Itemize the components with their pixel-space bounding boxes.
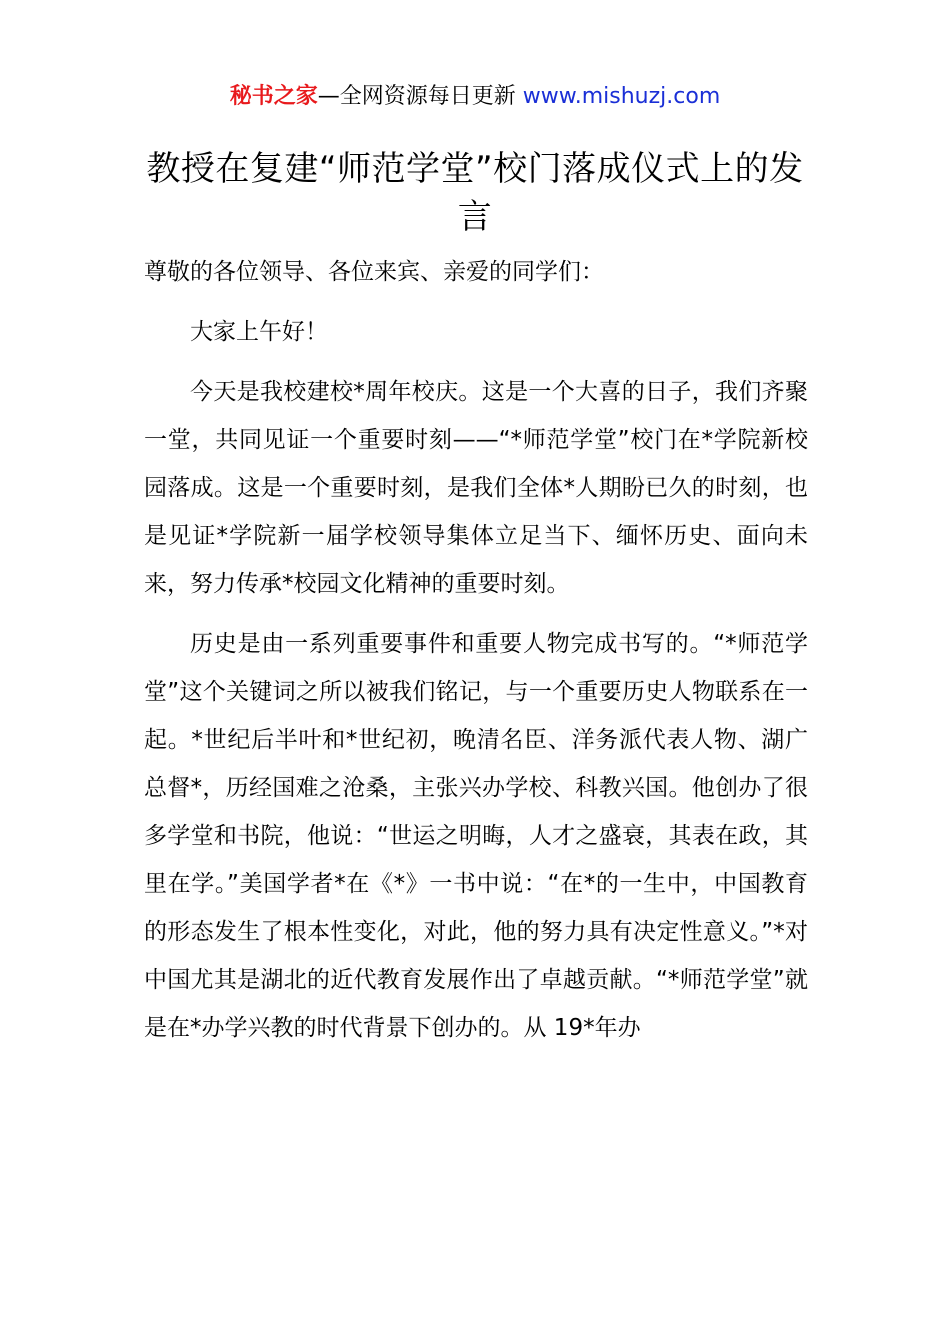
paragraph: 历史是由一系列重要事件和重要人物完成书写的。“*师范学堂”这个关键词之所以被我们铭记，与一个重要历史人物联系在一起。*世纪后半叶和*世纪初，晚清名臣、洋务派代表人物、湖广总督*，历经国难之沧桑，主张兴办学校、科教兴国。他创办了很多学堂和书院，他说：“世运之明晦，人才之盛衰，其表在政，其里在学。”美国学者*在《*》一书中说：“在*的一生中，中国教育的形态发生了根本性变化，对此，他的努力具有决定性意义。”*对中国尤其是湖北的近代教育发展作出了卓越贡献。“*师范学堂”就是在*办学兴教的时代背景下创办的。从 19*年办 <box>144 631 808 1041</box>
document-body <box>144 248 808 1064</box>
site-brand: 秘书之家 <box>229 84 318 109</box>
site-banner <box>0 82 950 112</box>
paragraph: 大家上午好！ <box>190 319 328 345</box>
site-url-link[interactable]: www.mishuzj.com <box>522 84 721 109</box>
salutation: 尊敬的各位领导、各位来宾、亲爱的同学们： <box>144 259 604 285</box>
paragraph: 今天是我校建校*周年校庆。这是一个大喜的日子，我们齐聚一堂，共同见证一个重要时刻——“*师范学堂”校门在*学院新校园落成。这是一个重要时刻，是我们全体*人期盼已久的时刻，也是见证*学院新一届学校领导集体立足当下、缅怀历史、面向未来，努力传承*校园文化精神的重要时刻。 <box>144 379 808 597</box>
site-tagline: —全网资源每日更新 <box>317 84 516 109</box>
document-title: 教授在复建“师范学堂”校门落成仪式上的发言 <box>146 148 804 237</box>
